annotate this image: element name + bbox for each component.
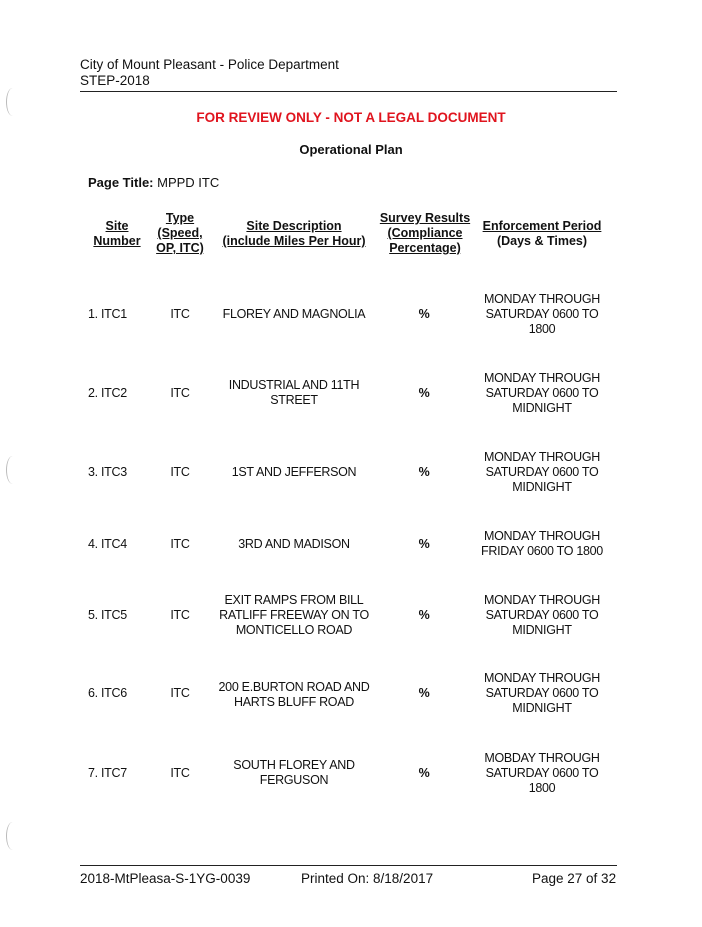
footer-divider: [80, 865, 617, 866]
site-description: EXIT RAMPS FROM BILL RATLIFF FREEWAY ON TO MONTICELLO ROAD: [219, 593, 369, 637]
survey-percentage: %: [418, 686, 430, 700]
punch-hole-mark: [6, 822, 19, 850]
site-type: ITC: [170, 608, 190, 622]
review-warning: FOR REVIEW ONLY - NOT A LEGAL DOCUMENT: [196, 110, 506, 125]
site-number: 3. ITC3: [88, 465, 127, 479]
site-type: ITC: [170, 307, 190, 321]
page-title-label: Page Title:: [88, 175, 154, 190]
site-description: FLOREY AND MAGNOLIA: [222, 307, 366, 321]
page-title: [88, 175, 219, 190]
enforcement-period: MONDAY THROUGH SATURDAY 0600 TO 1800: [484, 292, 600, 336]
header-survey-results: Survey Results (Compliance Percentage): [379, 211, 471, 255]
enforcement-period: MOBDAY THROUGH SATURDAY 0600 TO 1800: [484, 751, 600, 795]
plan-title: Operational Plan: [299, 142, 403, 157]
page-title-value: MPPD ITC: [157, 175, 220, 190]
enforcement-period: MONDAY THROUGH SATURDAY 0600 TO MIDNIGHT: [484, 450, 600, 494]
header-organization: City of Mount Pleasant - Police Department: [80, 57, 339, 72]
survey-percentage: %: [418, 537, 430, 551]
enforcement-period: MONDAY THROUGH FRIDAY 0600 TO 1800: [481, 529, 603, 558]
header-type: Type (Speed, OP, ITC): [156, 211, 204, 255]
survey-percentage: %: [418, 608, 430, 622]
survey-percentage: %: [418, 386, 430, 400]
header-program: STEP-2018: [80, 73, 150, 88]
document-header: [80, 57, 339, 89]
site-number: 6. ITC6: [88, 686, 127, 700]
header-divider: [80, 91, 617, 92]
site-type: ITC: [170, 686, 190, 700]
site-description: 200 E.BURTON ROAD AND HARTS BLUFF ROAD: [218, 680, 370, 709]
site-number: 4. ITC4: [88, 537, 127, 551]
enforcement-period: MONDAY THROUGH SATURDAY 0600 TO MIDNIGHT: [484, 671, 600, 715]
site-number: 2. ITC2: [88, 386, 127, 400]
enforcement-period: MONDAY THROUGH SATURDAY 0600 TO MIDNIGHT: [484, 593, 600, 637]
footer-doc-id: 2018-MtPleasa-S-1YG-0039: [80, 871, 251, 886]
site-description: 1ST AND JEFFERSON: [231, 465, 357, 479]
footer-page-number: Page 27 of 32: [532, 871, 617, 886]
enforcement-period: MONDAY THROUGH SATURDAY 0600 TO MIDNIGHT: [484, 371, 600, 415]
site-description: 3RD AND MADISON: [238, 537, 350, 551]
footer-printed-date: Printed On: 8/18/2017: [301, 871, 434, 886]
header-site-description: Site Description (include Miles Per Hour): [222, 219, 366, 248]
header-site-number: Site Number: [93, 219, 141, 248]
header-enforcement-period: Enforcement Period (Days & Times): [482, 219, 602, 248]
survey-percentage: %: [418, 766, 430, 780]
survey-percentage: %: [418, 465, 430, 479]
site-description: INDUSTRIAL AND 11TH STREET: [228, 378, 360, 407]
punch-hole-mark: [6, 456, 19, 484]
site-type: ITC: [170, 386, 190, 400]
site-number: 1. ITC1: [88, 307, 127, 321]
site-description: SOUTH FLOREY AND FERGUSON: [233, 758, 355, 787]
site-number: 5. ITC5: [88, 608, 127, 622]
site-number: 7. ITC7: [88, 766, 127, 780]
survey-percentage: %: [418, 307, 430, 321]
site-type: ITC: [170, 465, 190, 479]
site-type: ITC: [170, 766, 190, 780]
site-type: ITC: [170, 537, 190, 551]
